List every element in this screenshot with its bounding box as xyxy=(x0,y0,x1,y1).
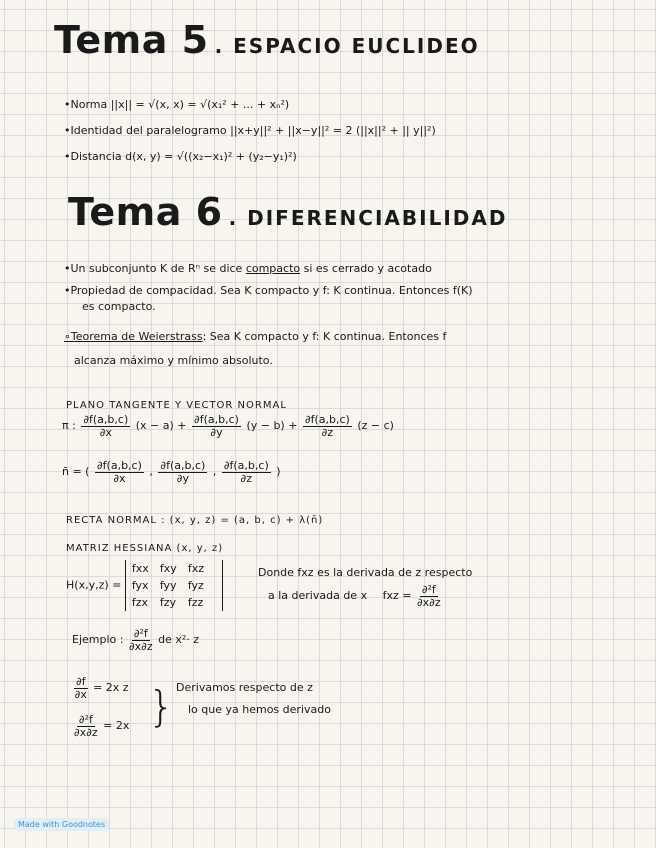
partial-y-frac xyxy=(192,414,241,438)
normal-vector xyxy=(62,460,281,484)
term-y: (y − b) + xyxy=(246,419,298,433)
compacidad-line-1: •Propiedad de compacidad. Sea K compacto y f: K continua. Entonces f(K) xyxy=(64,284,473,297)
hessiana-desc-2 xyxy=(268,584,443,608)
deriv-2-frac xyxy=(74,714,98,738)
hessiana-heading: MATRIZ HESSIANA (x, y, z) xyxy=(66,543,224,554)
comma: , xyxy=(212,465,217,479)
frac-den: ∂x∂z xyxy=(416,595,441,609)
cell-fyx: fyx xyxy=(131,579,149,592)
weierstrass-post: : Sea K compacto y f: K continua. Entonces f xyxy=(202,330,447,343)
tema5-heading xyxy=(54,18,480,62)
distancia-line: •Distancia d(x, y) = √((x₂−x₁)² + (y₂−y₁)²) xyxy=(64,150,297,163)
partial-x-frac xyxy=(81,414,130,438)
hessiana-desc-1: Donde fxz es la derivada de z respecto xyxy=(258,566,473,579)
tema6-subtitle: . DIFERENCIABILIDAD xyxy=(228,206,508,230)
n-label: n̄ = ( xyxy=(62,465,90,479)
frac-num: ∂f(a,b,c) xyxy=(160,459,206,472)
frac-num: ∂f(a,b,c) xyxy=(83,413,129,426)
frac-den: ∂z xyxy=(321,425,334,439)
n-partial-x xyxy=(95,460,144,484)
deriv-note-2: lo que ya hemos derivado xyxy=(188,703,331,716)
hessiana-label: H(x,y,z) = xyxy=(66,578,122,592)
deriv-2-result: = 2x xyxy=(103,719,130,733)
frac-num: ∂²f xyxy=(133,627,148,640)
term-x: (x − a) + xyxy=(135,419,187,433)
cell-fxx: fxx xyxy=(131,562,149,575)
frac-num: ∂f(a,b,c) xyxy=(223,459,269,472)
norma-line: •Norma ||x|| = √(x, x) = √(x₁² + ... + xₙ²) xyxy=(64,98,290,111)
deriv-note-1: Derivamos respecto de z xyxy=(176,681,313,694)
desc-text: a la derivada de x xyxy=(268,589,368,603)
frac-num: ∂f(a,b,c) xyxy=(304,413,350,426)
partial-z-frac xyxy=(303,414,352,438)
n-partial-z xyxy=(222,460,271,484)
compacto-term: compacto xyxy=(245,262,301,275)
cell-fzy: fzy xyxy=(159,596,177,609)
frac-den: ∂y xyxy=(210,425,223,439)
tema6-heading xyxy=(68,190,507,234)
cell-fzz: fzz xyxy=(187,596,204,609)
term-z: (z − c) xyxy=(357,419,394,433)
cell-fxz: fxz xyxy=(187,562,205,575)
compacidad-line-2: es compacto. xyxy=(82,300,156,313)
deriv-1-frac xyxy=(74,676,88,700)
frac-den: ∂x xyxy=(99,425,112,439)
frac-den: ∂x∂z xyxy=(128,639,153,653)
comma: , xyxy=(149,465,153,479)
tema6-title: Tema 6 xyxy=(68,190,223,234)
goodnotes-badge: Made with Goodnotes xyxy=(14,818,109,831)
tema5-subtitle: . ESPACIO EUCLIDEO xyxy=(214,34,480,58)
tema5-title: Tema 5 xyxy=(54,18,209,62)
plano-equation xyxy=(62,414,394,438)
desc-eq: fxz = xyxy=(382,589,412,603)
cell-fxy: fxy xyxy=(159,562,177,575)
compacto-pre: •Un subconjunto K de Rⁿ se dice xyxy=(64,262,246,275)
ejemplo-line xyxy=(72,628,199,652)
plano-heading: PLANO TANGENTE Y VECTOR NORMAL xyxy=(66,400,287,411)
n-close: ) xyxy=(276,465,281,479)
recta-normal: RECTA NORMAL : (x, y, z) = (a, b, c) + λ(n̄) xyxy=(66,515,324,526)
ejemplo-post: de x²· z xyxy=(158,633,200,647)
frac-num: ∂f(a,b,c) xyxy=(96,459,142,472)
frac-num: ∂²f xyxy=(421,583,436,596)
pi-symbol: π : xyxy=(62,419,76,433)
hessiana-matrix-row xyxy=(66,560,223,611)
frac-num: ∂f(a,b,c) xyxy=(194,413,239,426)
weierstrass-line-2: alcanza máximo y mínimo absoluto. xyxy=(74,354,273,367)
n-partial-y xyxy=(158,460,207,484)
deriv-1-result: = 2x z xyxy=(93,681,129,695)
compacto-post: si es cerrado y acotado xyxy=(300,262,432,275)
compacto-line xyxy=(64,262,432,275)
cell-fyz: fyz xyxy=(187,579,204,592)
ejemplo-frac xyxy=(129,628,153,652)
frac-den: ∂x∂z xyxy=(74,725,98,739)
paralelogramo-line: •Identidad del paralelogramo ||x+y||² + ||x−y||² = 2 (||x||² + || y||²) xyxy=(64,124,436,137)
weierstrass-line-1 xyxy=(64,330,446,343)
frac-den: ∂x xyxy=(113,471,126,485)
weierstrass-term: ∘Teorema de Weierstrass xyxy=(64,330,203,343)
frac-num: ∂²f xyxy=(78,713,93,726)
cell-fyy: fyy xyxy=(159,579,177,592)
frac-den: ∂x xyxy=(74,687,87,701)
deriv-2 xyxy=(72,714,129,738)
desc-frac xyxy=(417,584,441,608)
cell-fzx: fzx xyxy=(131,596,149,609)
frac-den: ∂z xyxy=(240,471,253,485)
brace: } xyxy=(148,682,175,731)
deriv-1 xyxy=(72,676,129,700)
hessian-matrix xyxy=(125,560,223,611)
frac-den: ∂y xyxy=(176,471,189,485)
frac-num: ∂f xyxy=(76,675,86,688)
ejemplo-label: Ejemplo : xyxy=(72,633,124,647)
